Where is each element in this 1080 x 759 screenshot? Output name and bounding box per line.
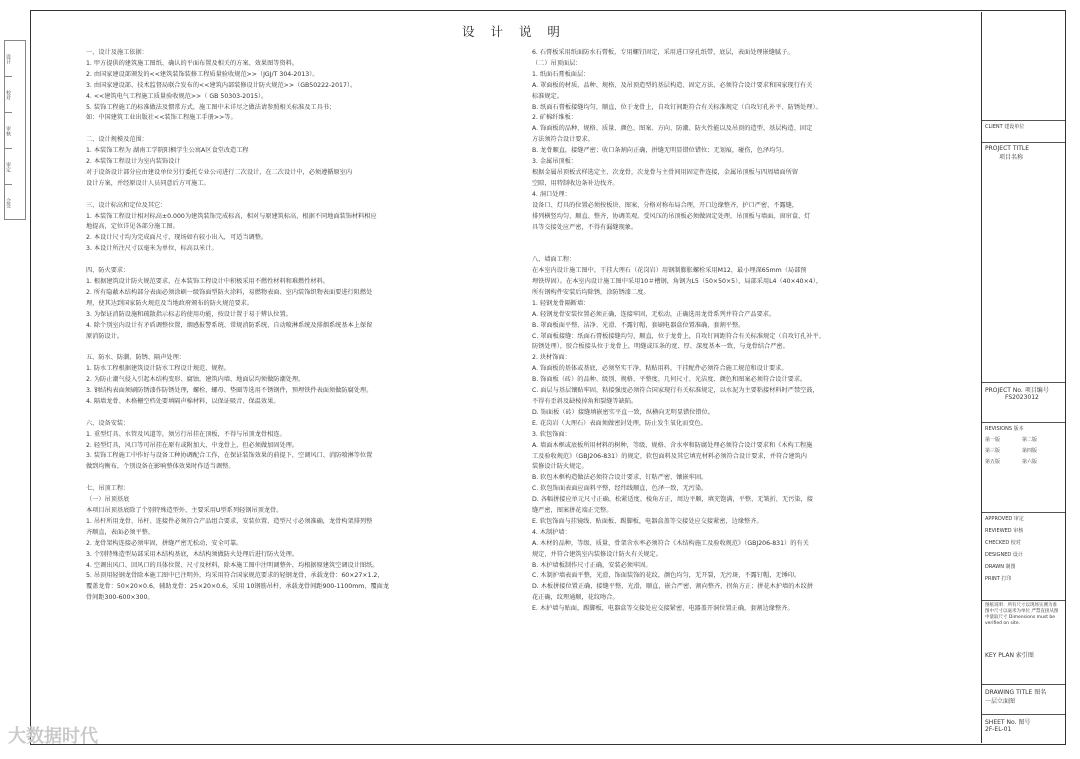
note-line: 做到均衡布，个别设备在影响整体效果时作适当调整。 bbox=[86, 463, 235, 471]
watermark-logo: 大数据时代 bbox=[8, 726, 98, 747]
note-line: 齐顺直，表面必须平整。 bbox=[86, 528, 155, 536]
signature-cell: 审核 bbox=[5, 113, 12, 149]
note-line: 5. 装饰工程施工的标准做法及惯常方式，施工图中未详尽之做法请参照相关标准及工具书； bbox=[86, 103, 336, 111]
note-line: 4. 木制护墙： bbox=[532, 528, 571, 536]
note-line: 2. 块材饰面： bbox=[532, 354, 571, 362]
note-line: C. 面层与基层镶贴牢固，粘接强度必须符合国家现行有关标准规定，以水泥为主要粘接材料时严禁空鼓， bbox=[532, 387, 819, 395]
drawing-notes: 图纸说明：所有尺寸以现场实测为准 图中尺寸以毫米为单位 严禁直接从图中量取尺寸 Dimensions must be verified on site. bbox=[982, 600, 1065, 646]
note-line: （二）吊顶面层： bbox=[532, 59, 582, 67]
key-plan-cell bbox=[982, 600, 1065, 684]
sheet-no-label: SHEET No. 图号 bbox=[985, 719, 1031, 726]
note-line: 如：中国建筑工业出版社<<装饰工程施工手册>>等。 bbox=[86, 114, 237, 122]
note-line: 4. 隔墙龙骨、木格栅空档处要填隔声棉材料，以保证吸音、保温效果。 bbox=[86, 397, 280, 405]
note-line: 七、吊顶工程： bbox=[86, 485, 130, 493]
note-line: 埋铁焊固）。在本室内设计施工图中采用10＃槽钢，角钢为L5（50×50×5），局部采用L4（40×40×4）， bbox=[532, 278, 823, 285]
note-line: C. 软包饰面表面应面料平整，经纬线顺直，色泽一致，无污染。 bbox=[532, 485, 708, 493]
note-line: A. 罩面板的材质、品种、规格、及吊顶造型的基层构造、固定方法，必须符合设计要求和国家现行有关 bbox=[532, 81, 813, 89]
note-line: 2. 本装饰工程设计为室内装饰设计 bbox=[86, 158, 181, 166]
note-line: 1. 本装饰工程为 湖南工学院阳枫学生公寓A区食堂改造工程 bbox=[86, 147, 249, 155]
note-line: 1. 本装饰工程设计相对标高±0.000为建筑装饰完成标高，相对与原建筑标高，根据不同地面装饰材料相应 bbox=[86, 212, 377, 220]
note-line: 3. 装饰工程施工中作好与设备工种协调配合工作，在保证装饰效果的前提下，空调风口、消防喷淋等位置 bbox=[86, 452, 373, 460]
note-line: （一）吊顶基底 bbox=[86, 496, 130, 504]
role-item: REVIEWED 审核 bbox=[985, 528, 1024, 534]
sheet-no-cell bbox=[982, 714, 1065, 743]
note-line: 1. 轻钢龙骨隔断墙： bbox=[532, 299, 590, 307]
note-line: 2. 所有隐蔽木结构部分表面必须涂刷一级饰面型防火涂料，易燃物表面、室内装饰织物表面要进行阻燃处 bbox=[86, 288, 373, 296]
role-item: DESIGNED 设计 bbox=[985, 552, 1023, 558]
note-line: B. 罩面板面平整、洁净、光滑、不露钉帽，套刷电器盒位置准确，套割平整。 bbox=[532, 321, 745, 329]
note-line: 2. 本设计尺寸均为完成面尺寸，现场如有较小出入，可适当调整。 bbox=[86, 234, 268, 242]
note-line: B. 纸面石膏板接缝均匀，顺直，位于龙骨上，自攻钉间距符合有关标准规定（自攻钉孔补平、防锈处理）。 bbox=[532, 103, 822, 111]
note-line: 4. <<建筑电气工程施工质量验收规范>>（ GB 50303-2015）。 bbox=[86, 92, 268, 100]
revisions-label: REVISIONS 版本 bbox=[985, 426, 1024, 432]
note-line: D. 各幅拼接应单元尺寸正确、松紧适度、棱角方正，周边平顺，填充饱满，平整，无皱折，无污染，接 bbox=[532, 496, 813, 504]
note-line: 3. 软包饰面： bbox=[532, 430, 571, 438]
note-line: A. 轻钢龙骨安装位置必须正确，连接牢固，无松动，正确选用龙骨系列并符合产品要求。 bbox=[532, 310, 776, 318]
note-line: 标准规定。 bbox=[532, 92, 563, 100]
note-line: 四、防火要求： bbox=[86, 267, 130, 275]
note-line bbox=[86, 124, 518, 135]
note-line: C. 木制护墙表面平整，光滑，饰面装饰的花纹，颜色均匀，无开裂，无污斑，不露钉帽，无锤印。 bbox=[532, 572, 801, 580]
note-line: 缝严密，图案拼花端正完整。 bbox=[532, 507, 613, 515]
role-item: CHECKED 校对 bbox=[985, 540, 1021, 546]
note-line: 八、墙面工程： bbox=[532, 256, 576, 264]
role-item: APPROVED 审定 bbox=[985, 516, 1024, 522]
note-line: 理，使其达到国家防火规范及当地政府颁布的防火规范要求。 bbox=[86, 299, 254, 307]
note-line: 1. 根据建筑设计防火规范要求，在本装饰工程设计中积极采用不燃性材料和难燃性材料。 bbox=[86, 277, 329, 285]
note-line: 3. 本设计所注尺寸以毫米为单位，标高以米计。 bbox=[86, 245, 218, 253]
note-line: 设计方案，并经原设计人员同意后方可施工。 bbox=[86, 179, 210, 187]
note-line: 1. 重型灯具、水管及风道等，须另行吊挂在顶板，不得与吊顶龙骨相连。 bbox=[86, 430, 286, 438]
note-line: B. 龙骨顺直，接缝严密；收口条割向正确，拼缝无明显错位错位；无划痕，碰伤，色泽均匀。 bbox=[532, 147, 788, 155]
note-line: 4. 除个别室内设计有矛盾调整位置，烟感报警系统、常规消防系统、自动喷淋系统及排烟系统基本上保留 bbox=[86, 321, 373, 329]
note-line: E. 木护墙与贴面，踢脚板，电器盒等交接处应交接紧密，电器盖开洞位置正确，套割边缘整齐。 bbox=[532, 605, 794, 613]
note-line: B. 饰面板（砖）的品种、级别、规格、平整度、几何尺寸、光洁度、颜色和图案必须符合设计要求。 bbox=[532, 376, 807, 384]
drawing-title-cell bbox=[982, 684, 1065, 714]
note-line: 设备口、灯具的位置必须按板块、图案、分格对称布局合理，开口边缘整齐，护口严密，不露缝， bbox=[532, 201, 799, 209]
note-line: 骨间距300-600×300。 bbox=[86, 594, 154, 602]
note-line bbox=[532, 244, 977, 255]
project-title-label: PROJECT TITLE bbox=[985, 145, 1030, 152]
note-line: 1. 纸面石膏板面层： bbox=[532, 70, 590, 78]
note-line: 规定，并符合建筑室内装修设计防火有关规定。 bbox=[532, 550, 662, 558]
note-line: 4. 洞口处理： bbox=[532, 190, 571, 198]
note-line: 覆盖龙骨：50×20×0.6，辅助龙骨：25×20×0.6，采用 10钢筋吊杆，承载龙骨间距900-1100mm，覆面龙 bbox=[86, 583, 390, 591]
note-line: 2. 矿棉纤维板： bbox=[532, 114, 577, 122]
note-line bbox=[86, 190, 518, 201]
note-line: 1. 吊杆所用龙骨、吊杆、连接件必须符合产品组合要求，安装位置、造型尺寸必须准确，龙骨构架排列整 bbox=[86, 517, 373, 525]
signature-cell: 审定 bbox=[5, 149, 12, 185]
note-line: 空隙，用特制收边条补边找齐。 bbox=[532, 179, 619, 187]
note-line: D. 木板拼接位置正确，接缝平整，光滑，顺直，嵌合严密，割向整齐，拐角方正；拼花木护墙的木纹拼 bbox=[532, 583, 813, 591]
note-line: 2. 轻型灯具，风口等可吊挂在原有或附加大、中龙骨上，但必须做加固处理。 bbox=[86, 441, 299, 449]
note-line: 6. 石膏板采用纸面防水石膏板，专用螺钉固定，采用进口穿孔纸带，底层，表面处理嵌缝腻子。 bbox=[532, 49, 794, 56]
note-line: E. 软包饰面与挂镜线、贴面板、踢脚板，电器盒盖等交接处应交接紧密，边缘整齐。 bbox=[532, 517, 763, 525]
note-line: 根据金属吊顶板式样选定主、次龙骨，次龙骨与主骨间用固定件连接，金属吊顶板与四周墙面所留 bbox=[532, 168, 799, 176]
project-no-label: PROJECT No. 项目编号 bbox=[985, 387, 1049, 394]
revision-item: 第一版 bbox=[985, 437, 1001, 443]
note-line: 5. 吊顶用轻钢龙骨除本施工图中已注明外，均采用符合国家规范要求的轻钢龙骨，承载龙骨：60×27×1.2， bbox=[86, 572, 384, 580]
note-line: D. 饰面板（砖）接缝填嵌密实平直一致，纵横向无明显错位错位。 bbox=[532, 408, 714, 416]
note-line: 对于设备设计部分应由建设单位另行委托专业公司进行二次设计，在二次设计中，必须遵循原室内 bbox=[86, 168, 353, 176]
sheet-no: 2F-EL-01 bbox=[985, 726, 1012, 733]
note-line: 一、设计及施工依据： bbox=[86, 49, 148, 56]
note-line: 3. 为保证消防设施和疏散指示标志的使用功能，按设计置于易于辨认位置。 bbox=[86, 310, 292, 318]
note-line: A. 饰面板的品种、规格、质量、颜色、图案、方向、防潮、防火性能以及吊顶的造型、基层构造、固定 bbox=[532, 125, 813, 133]
note-line: 防锈处理），胶合板接头位于龙骨上，明缝或压条的宽、厚、深度基本一致，与龙骨结合严密。 bbox=[532, 343, 789, 351]
note-line: 3. 钢结构表面须刷防锈漆作防锈处理，螺栓、螺母、垫圈等选用不锈钢件，预埋铁件表面须做防腐处理。 bbox=[86, 387, 373, 395]
note-line: 4. 空调出风口、回风口的具体位置、尺寸及材料，除本施工图中注明调整外，均根据原建筑空调设计图纸。 bbox=[86, 561, 379, 569]
note-line: 本项目吊顶基底除了个别特殊造型外，主要采用U型系列轻钢吊顶龙骨。 bbox=[86, 506, 283, 514]
note-line: A. 木材的品种，等级、质量，骨架含水率必须符合《木结构施工及验收规范》（GBJ206-831）的有关 bbox=[532, 539, 809, 547]
project-no-cell bbox=[982, 382, 1065, 422]
signature-cell: 设计 bbox=[5, 41, 12, 77]
note-line: 花正确，纹理通顺，花纹吻合。 bbox=[532, 594, 619, 602]
note-line: E. 花岗岩（大理石）表面须做密封处理，防止发生氧化而变色。 bbox=[532, 419, 707, 427]
note-line: 2. 龙骨架构连接必须牢固，拼缝严密无松动，安全可靠。 bbox=[86, 539, 243, 547]
note-line bbox=[86, 473, 518, 484]
note-line: 2. 为防止潮气侵入引起木结构变形、腐蚀，建筑内墙、地面层均须做防潮处理。 bbox=[86, 376, 305, 384]
note-line bbox=[86, 408, 518, 419]
note-line: 1. 甲方提供的建筑施工图纸、确认的平面布置及相关的方案、效果图等资料。 bbox=[86, 59, 299, 67]
signature-cell: 会签 bbox=[5, 198, 11, 208]
note-line: 在本室内设计施工图中，干挂大理石（花岗岩）用钢制膨胀螺栓采用M12，最小埋深65mm（局部预 bbox=[532, 267, 807, 275]
signature-cell: 校对 bbox=[5, 77, 12, 113]
design-notes-area bbox=[32, 12, 980, 743]
note-line: 六、设备安装： bbox=[86, 419, 130, 427]
note-line: 所有钢构件安装后均除锈，涂防锈漆二度。 bbox=[532, 288, 650, 296]
project-title-cell bbox=[982, 142, 1065, 202]
note-line bbox=[86, 342, 518, 353]
note-line: C. 罩面板接缝：纸面石膏板接缝均匀，顺直，位于龙骨上，自攻钉间距符合有关标准规定（自攻钉孔补平、 bbox=[532, 332, 825, 340]
note-line: A. 饰面板的基体或基底，必须坚实干净，粘贴用料，干挂配件必须符合施工规范和设计要求。 bbox=[532, 365, 788, 373]
revision-item: 第四版 bbox=[1021, 448, 1037, 454]
left-signature-strip bbox=[4, 40, 26, 220]
revision-item: 第三版 bbox=[985, 448, 1001, 454]
note-line: 2. 由国家建设部颁发的<<建筑装饰装修工程质量验收规范>>（JGJ/T 304-2013）。 bbox=[86, 70, 319, 78]
note-line: 工及验收规范》（GBJ206-831）的规定，软包面料及其它填充材料必须符合设计要求，并符合建筑内 bbox=[532, 452, 807, 460]
revision-item: 第五版 bbox=[985, 459, 1001, 465]
project-name: 项目名称 bbox=[999, 154, 1024, 161]
note-line: 地提高，定位详见各部分施工图。 bbox=[86, 223, 179, 231]
revisions-cell bbox=[982, 422, 1065, 512]
note-line: 3. 个别特殊造型局部采用木结构基底，木结构须做防火处理后进行防火处理。 bbox=[86, 550, 299, 558]
note-line: B. 木护墙板制作尺寸正确，安装必须牢固。 bbox=[532, 561, 652, 569]
note-line: B. 软包木框构造做法必须符合设计要求，钉粘严密，镶嵌牢固。 bbox=[532, 474, 708, 482]
role-item: PRINT 打印 bbox=[985, 576, 1012, 582]
note-line: A. 墙面木框或底板所用材料的树种，等级、规格、含水率和防腐处理必须符合设计要求和《木构工程施 bbox=[532, 441, 813, 449]
note-line: 排列横竖均匀、顺直、整齐，协调美观。受风压的吊顶板必须做固定处理，吊顶板与墙面、窗帘盒、灯 bbox=[532, 212, 811, 220]
client-label: CLIENT 建设单位 bbox=[982, 120, 1065, 132]
note-line: 原消防设计。 bbox=[86, 332, 124, 340]
note-line: 1. 防水工程根据建筑设计防水工程设计规范、规程。 bbox=[86, 365, 230, 373]
drawing-title: 一层立面图 bbox=[985, 698, 1016, 705]
notes-column-left bbox=[86, 48, 518, 604]
note-line: 3. 由国家建设部、技术监督局联合发布的<<建筑内部装修设计防火规范>>（GB50222-2017）。 bbox=[86, 81, 357, 89]
note-line: 3. 金属吊顶板： bbox=[532, 158, 577, 166]
note-line: 不得有歪斜及缺棱掉角和裂缝等缺陷。 bbox=[532, 397, 638, 405]
project-no: FS2023012 bbox=[1005, 394, 1039, 401]
note-line: 二、设计规模及范围： bbox=[86, 136, 148, 144]
title-block bbox=[981, 12, 1064, 743]
page-title: 设 计 说 明 bbox=[462, 24, 566, 39]
roles-cell bbox=[982, 512, 1065, 600]
note-line: 三、设计标高和定位及其它： bbox=[86, 201, 167, 209]
revision-item: 第二版 bbox=[1021, 437, 1037, 443]
note-line: 方法须符合设计要求。 bbox=[532, 136, 594, 144]
note-line: 装修设计防火规定。 bbox=[532, 463, 588, 471]
note-line: 具等交接处应严密，不得有漏缝现象。 bbox=[532, 223, 638, 231]
role-item: DRAWN 制图 bbox=[985, 564, 1016, 570]
drawing-title-label: DRAWING TITLE 图名 bbox=[985, 689, 1047, 696]
key-plan-label: KEY PLAN 索引图 bbox=[985, 652, 1034, 659]
revision-item: 第六版 bbox=[1021, 459, 1037, 465]
note-line bbox=[532, 233, 977, 244]
notes-column-right bbox=[532, 48, 977, 615]
note-line: 五、防水、防潮、防锈、隔声处理： bbox=[86, 354, 185, 362]
note-line bbox=[86, 255, 518, 266]
